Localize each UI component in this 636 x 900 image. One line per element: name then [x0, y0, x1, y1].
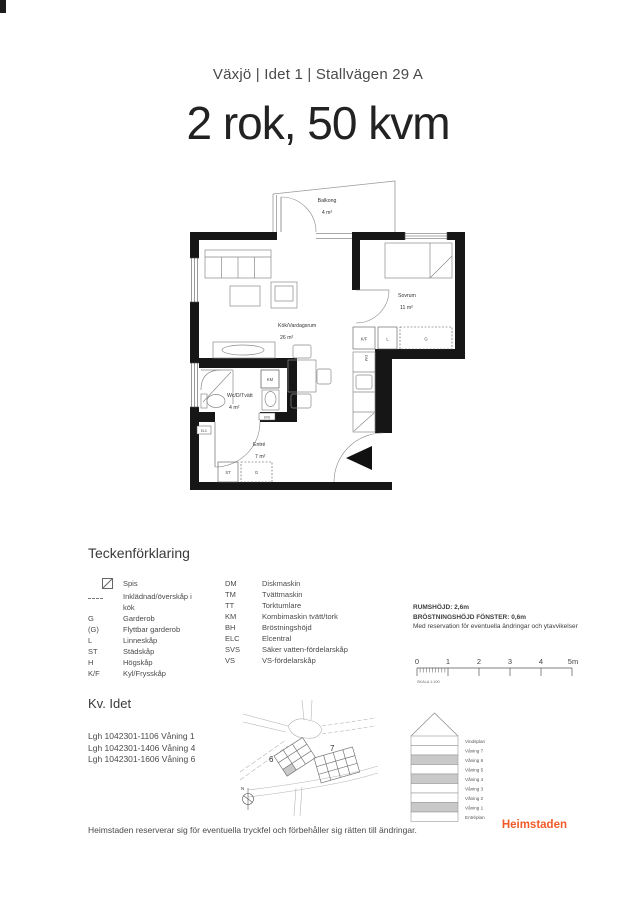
roof: [411, 713, 458, 736]
balcony-label: Balkong: [317, 198, 337, 204]
bathroom-area: 4 m²: [229, 405, 240, 411]
compass-north-label: N: [241, 786, 245, 791]
scan-corner-mark: [0, 0, 6, 13]
dashed-line-icon: [88, 598, 103, 599]
furniture: [201, 243, 452, 432]
svg-text:4: 4: [538, 657, 544, 666]
cleaning-closet-mark: ST: [225, 470, 231, 475]
legend-row: ST Städskåp: [88, 647, 155, 656]
svg-text:Entréplan: Entréplan: [465, 814, 485, 820]
legend-row: Inklädnad/överskåp i kök: [88, 591, 218, 613]
elc-mark: ELC: [200, 429, 208, 433]
legend-row: ELC Elcentral: [225, 634, 292, 643]
legend-row: VS VS-fördelarskåp: [225, 656, 316, 665]
balcony-area: 4 m²: [321, 210, 333, 216]
legend-row: (G) Flyttbar garderob: [88, 625, 181, 634]
svg-text:Våning 4: Våning 4: [465, 776, 484, 782]
svg-text:3: 3: [507, 657, 513, 666]
legend-column-right: [225, 578, 370, 666]
svg-text:Våning 5: Våning 5: [465, 767, 484, 773]
svg-text:Våning 2: Våning 2: [465, 795, 484, 801]
spis-icon: [102, 578, 113, 589]
building-elevation: [408, 710, 523, 824]
legend-row: Spis: [88, 578, 218, 591]
roads: [240, 700, 378, 816]
apartment-item: Lgh 1042301-1406 Våning 4: [88, 742, 196, 753]
fridge-mark: K/F: [360, 336, 368, 342]
svg-text:0: 0: [414, 657, 420, 666]
scale-bar: [408, 653, 583, 693]
linen-mark: L: [386, 336, 389, 342]
svg-text:Våning 1: Våning 1: [465, 805, 484, 811]
legend-heading: Teckenförklaring: [88, 545, 190, 561]
legend-row: DM Diskmaskin: [225, 579, 301, 588]
scale-caption: SKALA 1:100: [417, 680, 440, 684]
apartment-item: Lgh 1042301-1606 Våning 6: [88, 754, 196, 764]
livingroom-label: Kök/Vardagsrum: [278, 323, 317, 329]
reservation-note: Med reservation för eventuella ändringar och ytavvikelser: [413, 623, 578, 630]
legend-row: BH Bröstningshöjd: [225, 623, 312, 632]
entrance-arrow-icon: [346, 446, 372, 470]
heimstaden-logo: Heimstaden: [501, 819, 567, 831]
wardrobe-mark-bedroom: G: [424, 336, 428, 342]
svs-mark: SVS: [263, 415, 271, 420]
legend-row: L Linneskåp: [88, 636, 158, 645]
svg-text:1: 1: [445, 657, 451, 666]
building-7-label: 7: [330, 744, 335, 753]
svg-text:Vindsplan: Vindsplan: [465, 738, 486, 744]
entry-label: Entré: [253, 442, 266, 448]
legend-row: K/F Kyl/Frysskåp: [88, 669, 166, 678]
svg-text:2: 2: [476, 657, 482, 666]
windows: [190, 232, 447, 407]
legend-column-left: [88, 578, 218, 679]
compass-icon: [243, 788, 254, 810]
dishwasher-mark: DM: [364, 354, 369, 362]
legend-row: H Högskåp: [88, 658, 153, 667]
svg-text:Våning 6: Våning 6: [465, 757, 484, 763]
building-6-label: 6: [269, 755, 274, 764]
building-7: [314, 747, 360, 783]
legend-row: KM Kombimaskin tvätt/tork: [225, 612, 338, 621]
room-height-note: RUMSHÖJD: 2,6m: [413, 604, 469, 611]
svg-text:5m: 5m: [567, 657, 579, 666]
apartment-list: [88, 731, 195, 766]
balcony-outline: [273, 181, 395, 232]
legend-row: TT Torktumlare: [225, 601, 302, 610]
livingroom-area: 26 m²: [280, 335, 294, 341]
floor-labels: [465, 739, 486, 820]
block-heading: Kv. Idet: [88, 696, 132, 711]
bathroom-label: Wc/D/Tvätt: [227, 393, 253, 399]
entry-area: 7 m²: [255, 454, 266, 460]
legend-row: TM Tvättmaskin: [225, 590, 303, 599]
building-6: [274, 737, 316, 776]
page-title: 2 rok, 50 kvm: [186, 97, 450, 149]
footer-disclaimer: Heimstaden reserverar sig för eventuella tryckfel och förbehåller sig rätten till ändringar.: [88, 825, 417, 835]
svg-text:Våning 7: Våning 7: [465, 748, 484, 754]
apartment-item: Lgh 1042301-1106 Våning 1: [88, 731, 195, 741]
bedroom-area: 11 m²: [400, 305, 413, 311]
wardrobe-mark-hall: G: [254, 470, 259, 475]
legend-row: G Garderob: [88, 614, 155, 623]
legend-row: SVS Säker vatten-fördelarskåp: [225, 645, 348, 654]
washer-mark: KM: [266, 377, 274, 382]
document-header: Växjö | Idet 1 | Stallvägen 29 A: [212, 66, 424, 83]
floor-plan: [185, 180, 475, 500]
bedroom-label: Sovrum: [398, 293, 416, 299]
sill-height-note: BRÖSTNINGSHÖJD FÖNSTER: 0,6m: [413, 613, 527, 621]
site-plan: [238, 696, 380, 824]
walls: [190, 232, 465, 490]
info-block: [413, 603, 578, 632]
svg-text:Våning 3: Våning 3: [465, 786, 484, 792]
